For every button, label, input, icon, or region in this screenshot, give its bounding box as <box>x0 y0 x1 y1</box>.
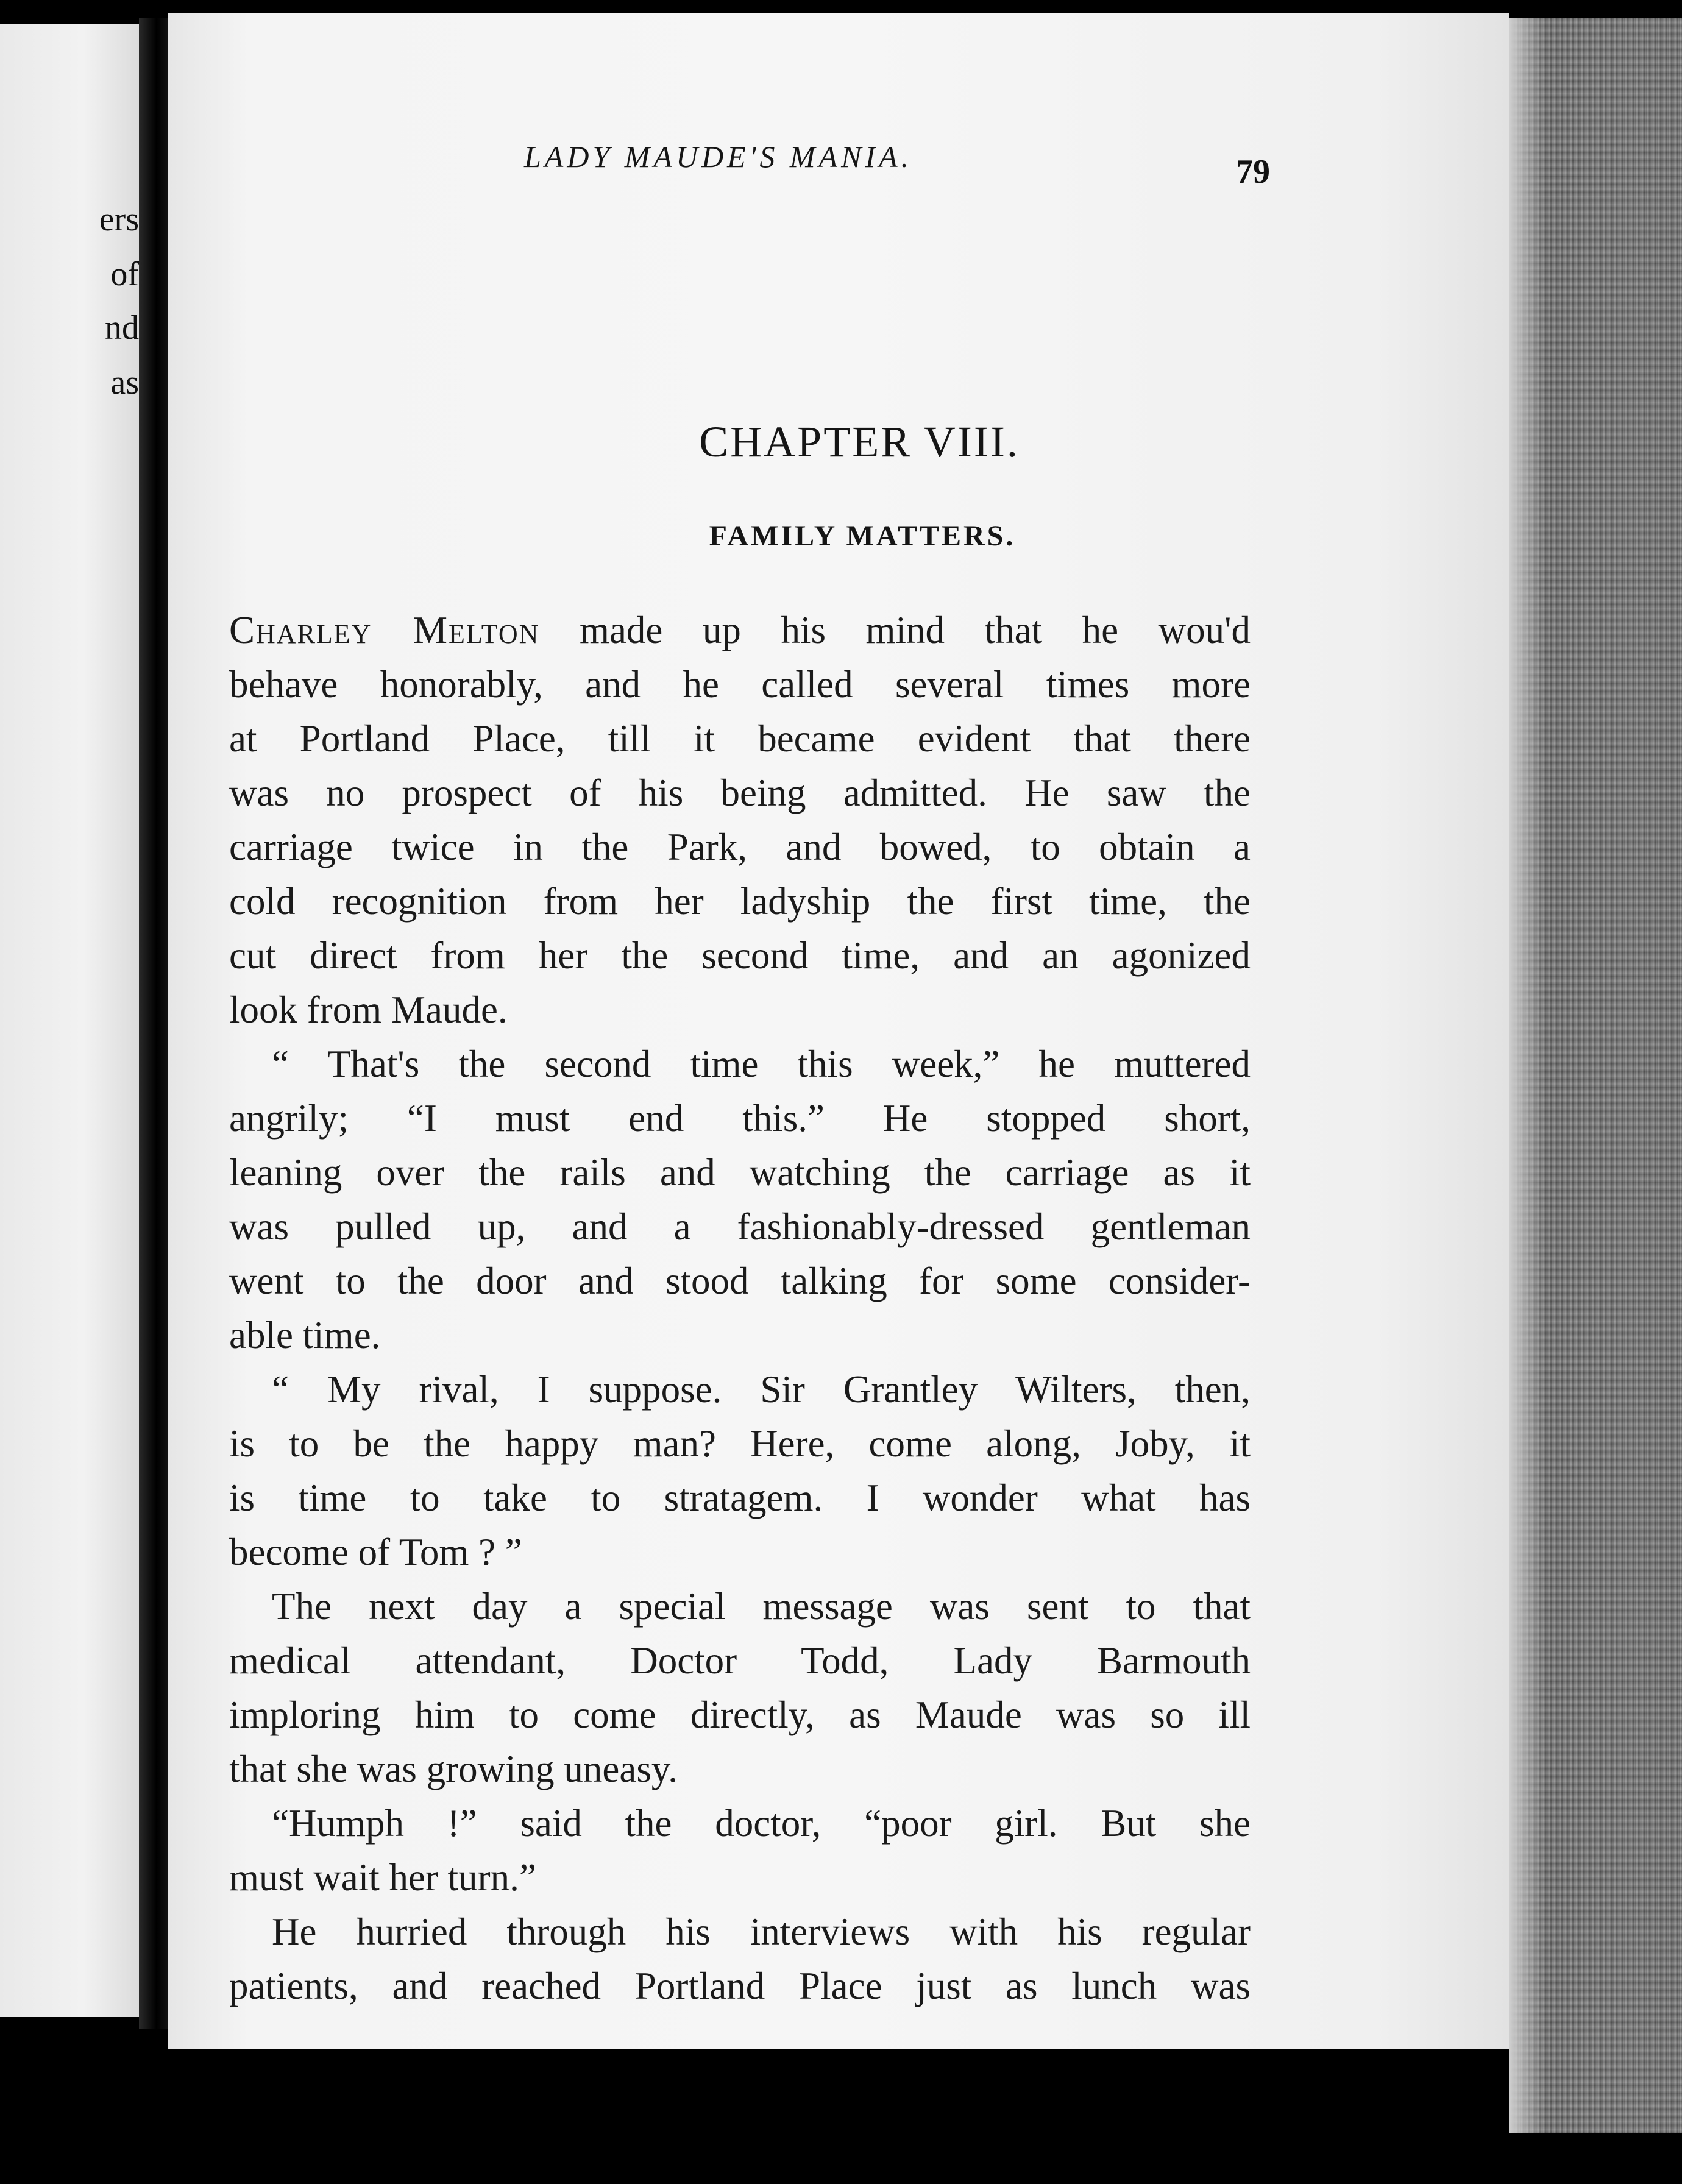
text-line: went to the door and stood talking for some consider- <box>229 1260 1251 1302</box>
text-line: “ That's the second time this week,” he muttered <box>272 1043 1251 1085</box>
text-line: cut direct from her the second time, and an agonized <box>229 934 1251 977</box>
text-line: able time. <box>229 1314 381 1356</box>
body-text <box>229 603 1251 2013</box>
text-line: was pulled up, and a fashionably-dressed gentleman <box>229 1205 1251 1248</box>
text-line: “ My rival, I suppose. Sir Grantley Wilters, then, <box>272 1368 1251 1411</box>
text-line: look from Maude. <box>229 988 508 1031</box>
text-line: that she was growing uneasy. <box>229 1748 678 1790</box>
left-page-fragment: as <box>110 364 139 402</box>
left-page-fragment: nd <box>105 309 139 347</box>
text-line: The next day a special message was sent to that <box>272 1585 1251 1628</box>
text-line: was no prospect of his being admitted. He saw the <box>229 771 1251 814</box>
text-line: angrily; “I must end this.” He stopped short, <box>229 1097 1251 1140</box>
text-line: carriage twice in the Park, and bowed, to obtain a <box>229 826 1251 868</box>
text-line: become of Tom ? ” <box>229 1531 522 1573</box>
opening-name: Charley Melton <box>229 609 540 651</box>
text-line: He hurried through his interviews with his regular <box>272 1910 1251 1953</box>
text-line: imploring him to come directly, as Maude was so ill <box>229 1693 1251 1736</box>
text-line: “Humph !” said the doctor, “poor girl. But she <box>272 1802 1251 1845</box>
left-facing-page <box>0 24 139 2017</box>
text-line: leaning over the rails and watching the carriage as it <box>229 1151 1251 1194</box>
chapter-title: CHAPTER VIII. <box>699 417 1020 466</box>
left-page-fragment: ers <box>99 200 139 238</box>
left-page-fragment: of <box>110 255 139 293</box>
text-line: medical attendant, Doctor Todd, Lady Barmouth <box>229 1639 1251 1682</box>
text-line: patients, and reached Portland Place just as lunch was <box>229 1965 1251 2007</box>
page-number: 79 <box>1236 153 1270 191</box>
running-title: LADY MAUDE'S MANIA. <box>524 140 913 174</box>
text-line: must wait her turn.” <box>229 1856 536 1899</box>
text-line: Charley Melton made up his mind that he wou'd <box>229 609 1251 651</box>
book-gutter <box>139 18 168 2029</box>
text-line: cold recognition from her ladyship the first time, the <box>229 880 1251 923</box>
page-edge-stack <box>1509 18 1682 2133</box>
text-line: behave honorably, and he called several times more <box>229 663 1251 706</box>
text-line: is time to take to stratagem. I wonder what has <box>229 1477 1251 1519</box>
chapter-subtitle: FAMILY MATTERS. <box>709 520 1016 552</box>
text-line: at Portland Place, till it became evident that there <box>229 717 1251 760</box>
text-line: is to be the happy man? Here, come along, Joby, it <box>229 1422 1251 1465</box>
